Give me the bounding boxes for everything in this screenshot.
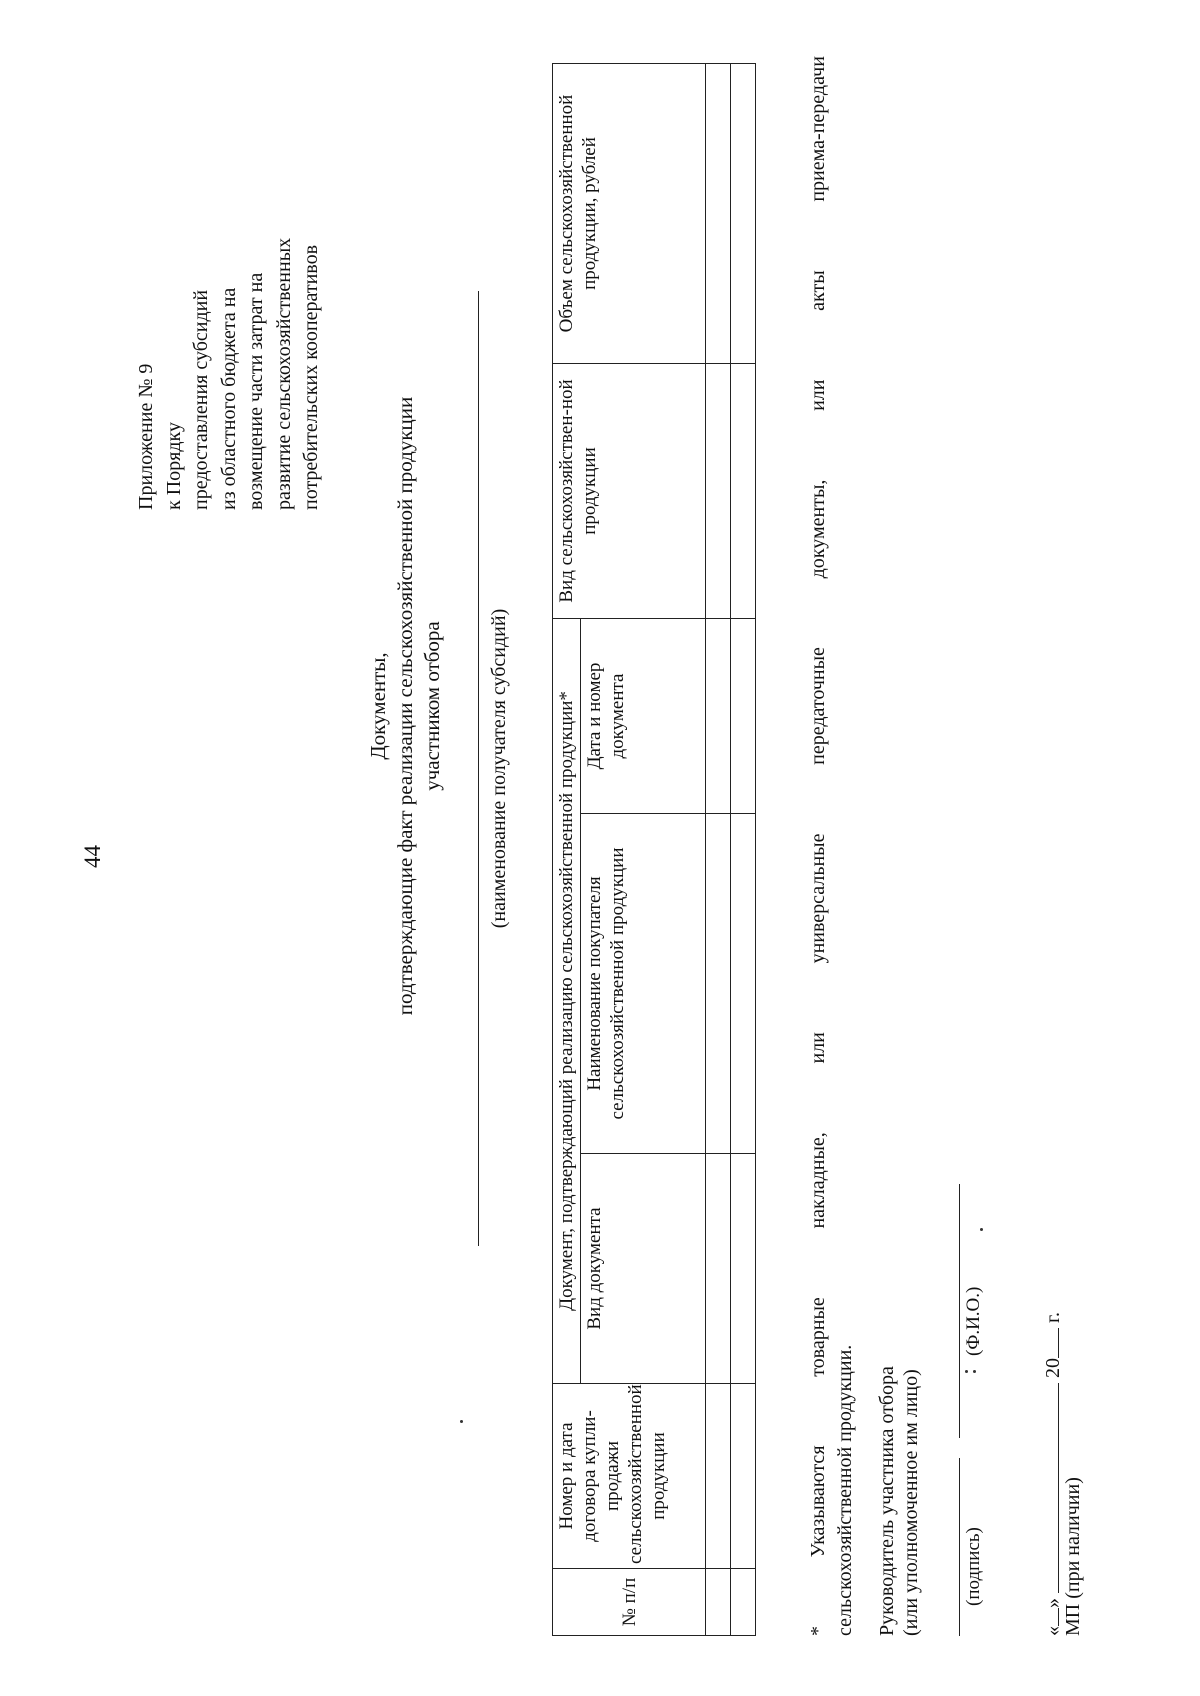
title-line: подтверждающие факт реализации сельскохозяйственной продукции (393, 396, 417, 1016)
scan-speck (965, 1370, 968, 1373)
stamp-place: МП (при наличии) (1062, 1477, 1084, 1636)
footnote-word: накладные, (807, 1132, 829, 1229)
table-row (731, 63, 756, 1635)
products-table (552, 63, 756, 1636)
header-buyer: Наименование покупателя сельскохозяйственной продукции (581, 814, 706, 1154)
footnote-line (805, 56, 832, 1636)
title-line: Документы, (366, 652, 390, 760)
recipient-name-line[interactable] (478, 291, 479, 1246)
footnote-word: Указываются (807, 1445, 829, 1558)
footnote (805, 56, 859, 1636)
year-prefix: 20 (1042, 1358, 1064, 1378)
table-cell[interactable] (706, 1154, 731, 1384)
page-number: 44 (80, 845, 105, 868)
table-cell[interactable] (731, 814, 756, 1154)
table-cell[interactable] (731, 363, 756, 618)
full-name-line[interactable] (959, 1184, 960, 1438)
table-cell[interactable] (706, 1569, 731, 1636)
appendix-line: к Порядку (162, 422, 185, 510)
table-row (706, 63, 731, 1635)
table-cell[interactable] (731, 63, 756, 363)
footnote-word: товарные (807, 1297, 829, 1377)
signature-caption: (подпись) (963, 1527, 984, 1606)
footnote-word: документы, (807, 479, 829, 579)
appendix-line: Приложение № 9 (135, 363, 157, 510)
footnote-word: передаточные (807, 647, 829, 765)
table-cell[interactable] (731, 1569, 756, 1636)
header-product-type: Вид сельскохозяйствен-ной продукции (553, 363, 706, 618)
header-doc-type: Вид документа (581, 1154, 706, 1384)
document-title (365, 276, 446, 1136)
appendix-reference (133, 238, 326, 510)
date-quote-close: » (1042, 1598, 1064, 1608)
header-contract: Номер и дата договора купли-продажи сельскохозяйственной продукции (553, 1384, 706, 1569)
header-row-number: № п/п (553, 1569, 706, 1636)
table-cell[interactable] (706, 63, 731, 363)
appendix-line: возмещение части затрат на (245, 272, 267, 510)
table-cell[interactable] (706, 1384, 731, 1569)
header-volume: Объем сельскохозяйственной продукции, рублей (553, 63, 706, 363)
table-cell[interactable] (731, 1384, 756, 1569)
year-field[interactable] (1040, 1328, 1059, 1358)
footnote-word: или (807, 379, 829, 411)
table-cell[interactable] (731, 618, 756, 813)
appendix-line: из областного бюджета на (217, 287, 240, 510)
table-cell[interactable] (731, 1154, 756, 1384)
footnote-word: или (807, 1032, 829, 1064)
full-name-caption: (Ф.И.О.) (963, 1286, 984, 1356)
month-field[interactable] (1040, 1383, 1059, 1593)
appendix-line: предоставления субсидий (190, 289, 212, 510)
signatory-title-line: (или уполномоченное им лицо) (900, 1369, 922, 1636)
signatory-title-line: Руководитель участника отбора (876, 1366, 898, 1636)
scan-speck (973, 1370, 976, 1373)
date-quote-open: « (1042, 1626, 1064, 1636)
table-cell[interactable] (706, 814, 731, 1154)
header-doc-date: Дата и номер документа (581, 618, 706, 813)
header-document-group: Документ, подтверждающий реализацию сельскохозяйственной продукции* (553, 618, 581, 1383)
scan-speck (980, 1228, 983, 1231)
appendix-line: потребительских кооперативов (300, 244, 322, 510)
title-line: участником отбора (420, 621, 444, 791)
recipient-caption: (наименование получателя субсидий) (488, 608, 510, 929)
appendix-line: развитие сельскохозяйственных (272, 237, 295, 510)
footnote-word: * (807, 1626, 829, 1636)
scan-speck (460, 1420, 463, 1423)
year-suffix: г. (1042, 1312, 1064, 1323)
day-field[interactable] (1040, 1608, 1059, 1626)
signatory-title (875, 1366, 923, 1636)
footnote-word: приема-передачи (807, 56, 829, 202)
table-cell[interactable] (706, 618, 731, 813)
footnote-word: акты (807, 270, 829, 311)
footnote-line: сельскохозяйственной продукции. (834, 1344, 856, 1636)
footnote-word: универсальные (807, 833, 829, 964)
signature-line[interactable] (959, 1458, 960, 1636)
table-cell[interactable] (706, 363, 731, 618)
